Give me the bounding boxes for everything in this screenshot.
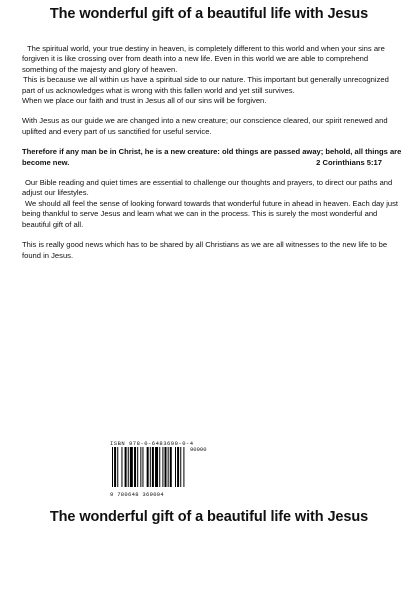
barcode-bar: [175, 447, 176, 487]
back-cover-text: [22, 44, 402, 271]
paragraph-6: We should all feel the sense of looking forward towards that wonderful future in ahead in heaven. Each day just being thankful to serve Jesus and learn what we can in the process. This is surely the most wonderful and beautiful gift of all.: [22, 198, 399, 229]
barcode-bar: [117, 447, 118, 487]
paragraph-2: This is because we all within us have a spiritual side to our nature. This important but generally unrecognized part of us acknowledges what is wrong with this fallen world and yet still survives.: [22, 75, 389, 95]
barcode-bar: [150, 447, 151, 487]
barcode-bar: [142, 447, 143, 487]
scripture-quote: [22, 147, 402, 168]
barcode-bar: [114, 447, 116, 487]
paragraph-7: This is really good news which has to be shared by all Christians as we are all witnesses to the new life to be found in Jesus.: [22, 240, 388, 260]
barcode-bar: [121, 447, 122, 487]
barcode-addon-number: 90000: [190, 446, 207, 453]
text-block-1: [22, 44, 402, 106]
barcode-bar: [130, 447, 133, 487]
barcode-bar: [155, 447, 158, 487]
quote-text: Therefore if any man be in Christ, he is a new creature: old things are passed away; behold, all things are become new.: [22, 147, 402, 167]
paragraph-4: With Jesus as our guide we are changed into a new creature; our conscience cleared, our spirit renewed and uplifted and every part of us sanctified for useful service.: [22, 116, 388, 136]
barcode-bar: [125, 447, 127, 487]
barcode-bars: [110, 447, 220, 491]
barcode-bar: [165, 447, 167, 487]
barcode-bar: [183, 447, 184, 487]
barcode-bar: [170, 447, 172, 487]
barcode-bar: [128, 447, 129, 487]
barcode-bar: [168, 447, 169, 487]
barcode-bar: [180, 447, 181, 487]
isbn-label: ISBN 978-0-6483690-0-4: [110, 440, 194, 447]
barcode-icon: [110, 447, 220, 491]
barcode-bar: [137, 447, 138, 487]
barcode-bar: [159, 447, 160, 487]
barcode-bar: [112, 447, 113, 487]
cover-title-bottom: The wonderful gift of a beautiful life with Jesus: [49, 509, 369, 525]
cover-title-top: The wonderful gift of a beautiful life with Jesus: [49, 6, 369, 22]
text-block-2: [22, 178, 402, 230]
barcode-bar: [162, 447, 163, 487]
paragraph-5: Our Bible reading and quiet times are essential to challenge our thoughts and prayers, to direct our paths and adjust our lifestyles.: [22, 178, 393, 198]
barcode-bar: [147, 447, 149, 487]
barcode-bar: [177, 447, 179, 487]
barcode-bar: [134, 447, 136, 487]
barcode-bar: [152, 447, 154, 487]
quote-reference: 2 Corinthians 5:17: [316, 157, 382, 167]
paragraph-3: When we place our faith and trust in Jesus all of our sins will be forgiven.: [22, 96, 267, 106]
barcode-number: 9 780648 369004: [110, 491, 165, 498]
paragraph-1: The spiritual world, your true destiny in heaven, is completely different to this world and when your sins are forgiven it is like crossing over from death into a new life. Even in this world we are able to comprehend something of the majesty and glory of heaven.: [22, 44, 385, 74]
barcode-bar: [140, 447, 141, 487]
